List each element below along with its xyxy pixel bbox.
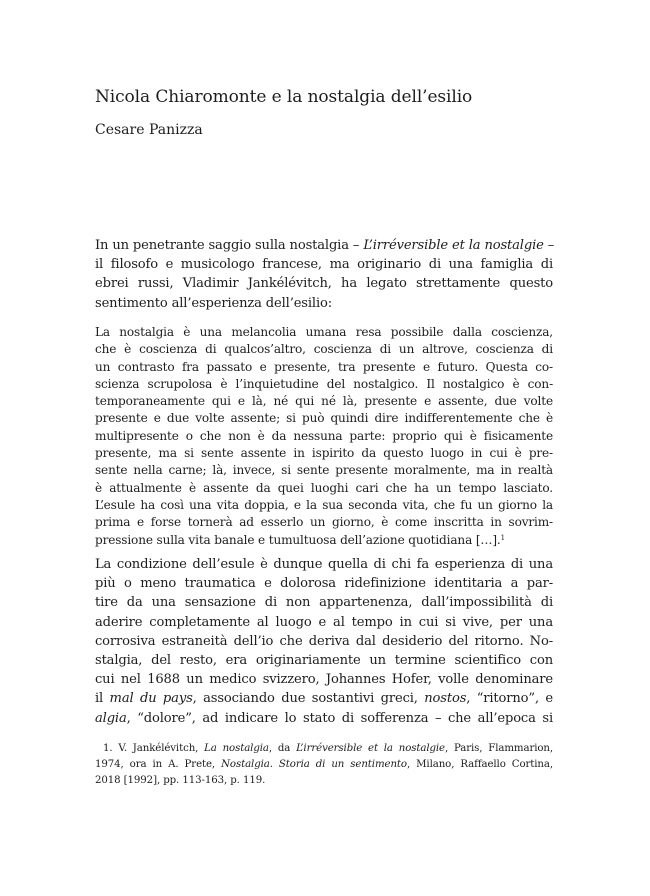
quote-line: presente, ma si sente assente in ispirito da questo luogo in cui è pre- xyxy=(95,446,553,461)
quote-line: La nostalgia è una melancolia umana resa possibile dalla coscienza, xyxy=(95,325,553,339)
quote-line: prima e forse tornerà ad esserlo un giorno, è come inscritta in sovrim- xyxy=(95,515,553,530)
body-line: tire da una sensazione di non appartenenza, dall’impossibilità di xyxy=(95,595,553,611)
footnote-marker: 1 xyxy=(500,533,505,542)
quote-line: scienza scrupolosa è l’inquietudine del nostalgico. Il nostalgico è con- xyxy=(95,376,553,391)
quote-line: temporaneamente qui e là, né qui né là, presente e assente, due volte xyxy=(95,394,553,409)
intro-line: ebrei russi, Vladimir Jankélévitch, ha legato strettamente questo xyxy=(95,276,553,292)
body-line: corrosiva estraneità dell’io che deriva dal desiderio del ritorno. No- xyxy=(95,633,553,649)
body-line: La condizione dell’esule è dunque quella di chi fa esperienza di una xyxy=(95,557,553,572)
footnote-line: 1. V. Jankélévitch, La nostalgia, da L’irréversible et la nostalgie, Paris, Flammarion, xyxy=(103,743,553,754)
intro-line: il filosofo e musicologo francese, ma originario di una famiglia di xyxy=(95,257,553,273)
quote-line: è attualmente è assente da quei luoghi cari che ha un tempo lasciato. xyxy=(95,480,553,495)
body-line: il mal du pays, associando due sostantivi greci, nostos, “ritorno”, e xyxy=(95,691,554,707)
body-paragraph xyxy=(95,555,553,728)
footnote-line: 1974, ora in A. Prete, Nostalgia. Storia di un sentimento, Milano, Raffaello Cortina, xyxy=(95,758,553,770)
quote-line: che è coscienza di qualcos’altro, coscienza di un altrove, coscienza di xyxy=(95,342,553,357)
body-line: cui nel 1688 un medico svizzero, Johannes Hofer, volle denominare xyxy=(95,672,553,688)
quote-line: L’esule ha così una vita doppia, e la sua seconda vita, che fu un giorno la xyxy=(95,497,553,512)
footnote-line: 2018 [1992], pp. 113-163, p. 119. xyxy=(95,774,266,786)
body-line: stalgia, del resto, era originariamente un termine scientifico con xyxy=(95,653,553,669)
quote-line: un contrasto fra passato e presente, tra presente e futuro. Questa co- xyxy=(95,359,553,374)
block-quote xyxy=(95,324,553,549)
quote-line: sente nella carne; là, invece, si sente presente moralmente, ma in realtà xyxy=(95,463,553,478)
article-title: Nicola Chiaromonte e la nostalgia dell’esilio xyxy=(95,87,473,107)
intro-paragraph xyxy=(95,236,553,313)
body-line: più o meno traumatica e dolorosa ridefinizione identitaria a par- xyxy=(95,576,553,592)
intro-line: In un penetrante saggio sulla nostalgia – L’irréversible et la nostalgie – xyxy=(95,238,555,253)
quote-line: presente e due volte assente; si può quindi dire indifferentemente che è xyxy=(95,411,553,426)
intro-line: sentimento all’esperienza dell’esilio: xyxy=(95,295,332,311)
quote-line: pressione sulla vita banale e tumultuosa dell’azione quotidiana […].$^1$ xyxy=(95,532,505,547)
body-line: algia, “dolore”, ad indicare lo stato di sofferenza – che all’epoca si xyxy=(95,710,553,726)
body-line: aderire completamente al luogo e al tempo in cui si vive, per una xyxy=(95,614,553,630)
footnote xyxy=(95,741,553,788)
quote-line: multipresente o che non è da nessuna parte: proprio qui è fisicamente xyxy=(95,428,553,443)
article-author: Cesare Panizza xyxy=(95,122,203,138)
